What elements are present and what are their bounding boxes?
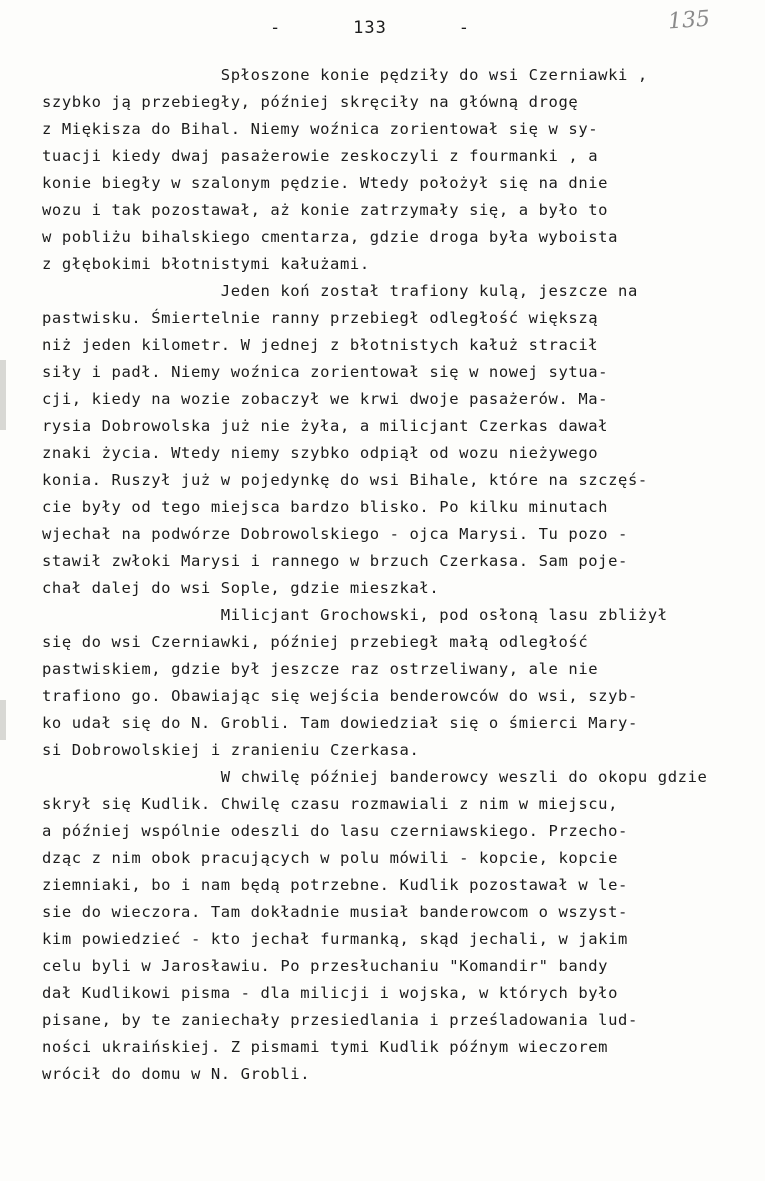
text-line: wjechał na podwórze Dobrowolskiego - ojca Marysi. Tu pozo - bbox=[42, 525, 628, 543]
text-line: z głębokimi błotnistymi kałużami. bbox=[42, 255, 370, 273]
text-line: siły i padł. Niemy woźnica zorientował się w nowej sytua- bbox=[42, 363, 609, 381]
header-dash-right: - bbox=[458, 18, 470, 38]
text-line: Jeden koń został trafiony kulą, jeszcze na bbox=[42, 282, 638, 300]
text-line: wrócił do domu w N. Grobli. bbox=[42, 1065, 311, 1083]
text-line: celu byli w Jarosławiu. Po przesłuchaniu "Komandir" bandy bbox=[42, 957, 609, 975]
text-line: ności ukraińskiej. Z pismami tymi Kudlik późnym wieczorem bbox=[42, 1038, 609, 1056]
text-line: sie do wieczora. Tam dokładnie musiał banderowcom o wszyst- bbox=[42, 903, 628, 921]
text-line: a później wspólnie odeszli do lasu czerniawskiego. Przecho- bbox=[42, 822, 628, 840]
text-line: pastwiskiem, gdzie był jeszcze raz ostrzeliwany, ale nie bbox=[42, 660, 599, 678]
text-line: kim powiedzieć - kto jechał furmanką, skąd jechali, w jakim bbox=[42, 930, 628, 948]
text-line: się do wsi Czerniawki, później przebiegł małą odległość bbox=[42, 633, 589, 651]
text-line: tuacji kiedy dwaj pasażerowie zeskoczyli z fourmanki , a bbox=[42, 147, 599, 165]
header-dash-left: - bbox=[270, 18, 282, 38]
text-line: stawił zwłoki Marysi i rannego w brzuch Czerkasa. Sam poje- bbox=[42, 552, 628, 570]
page-number: 133 bbox=[353, 18, 387, 38]
text-line: ziemniaki, bo i nam będą potrzebne. Kudlik pozostawał w le- bbox=[42, 876, 628, 894]
text-line: Milicjant Grochowski, pod osłoną lasu zbliżył bbox=[42, 606, 668, 624]
text-line: pastwisku. Śmiertelnie ranny przebiegł odległość większą bbox=[42, 309, 599, 327]
text-line: znaki życia. Wtedy niemy szybko odpiął od wozu nieżywego bbox=[42, 444, 599, 462]
text-line: wozu i tak pozostawał, aż konie zatrzymały się, a było to bbox=[42, 201, 609, 219]
text-line: W chwilę później banderowcy weszli do okopu gdzie bbox=[42, 768, 708, 786]
text-line: cji, kiedy na wozie zobaczył we krwi dwoje pasażerów. Ma- bbox=[42, 390, 609, 408]
text-line: Spłoszone konie pędziły do wsi Czerniawki , bbox=[42, 66, 648, 84]
text-line: konia. Ruszył już w pojedynkę do wsi Bihale, które na szczęś- bbox=[42, 471, 648, 489]
text-line: ko udał się do N. Grobli. Tam dowiedział się o śmierci Mary- bbox=[42, 714, 638, 732]
text-line: w pobliżu bihalskiego cmentarza, gdzie droga była wyboista bbox=[42, 228, 619, 246]
text-line: pisane, by te zaniechały przesiedlania i prześladowania lud- bbox=[42, 1011, 638, 1029]
text-line: konie biegły w szalonym pędzie. Wtedy położył się na dnie bbox=[42, 174, 609, 192]
scan-edge-mark bbox=[0, 700, 6, 740]
text-line: cie były od tego miejsca bardzo blisko. Po kilku minutach bbox=[42, 498, 609, 516]
text-line: rysia Dobrowolska już nie żyła, a milicjant Czerkas dawał bbox=[42, 417, 609, 435]
scan-edge-mark bbox=[0, 360, 6, 430]
archive-page-number: 135 bbox=[667, 6, 711, 35]
text-line: skrył się Kudlik. Chwilę czasu rozmawiali z nim w miejscu, bbox=[42, 795, 619, 813]
text-line: dał Kudlikowi pisma - dla milicji i wojska, w których było bbox=[42, 984, 619, 1002]
document-body bbox=[42, 62, 762, 1088]
text-line: niż jeden kilometr. W jednej z błotnistych kałuż stracił bbox=[42, 336, 599, 354]
text-line: trafiono go. Obawiając się wejścia benderowców do wsi, szyb- bbox=[42, 687, 638, 705]
page-header bbox=[270, 18, 470, 38]
text-line: dząc z nim obok pracujących w polu mówili - kopcie, kopcie bbox=[42, 849, 619, 867]
text-line: szybko ją przebiegły, później skręciły na główną drogę bbox=[42, 93, 579, 111]
text-line: si Dobrowolskiej i zranieniu Czerkasa. bbox=[42, 741, 420, 759]
text-line: z Miękisza do Bihal. Niemy woźnica zorientował się w sy- bbox=[42, 120, 599, 138]
text-line: chał dalej do wsi Sople, gdzie mieszkał. bbox=[42, 579, 440, 597]
